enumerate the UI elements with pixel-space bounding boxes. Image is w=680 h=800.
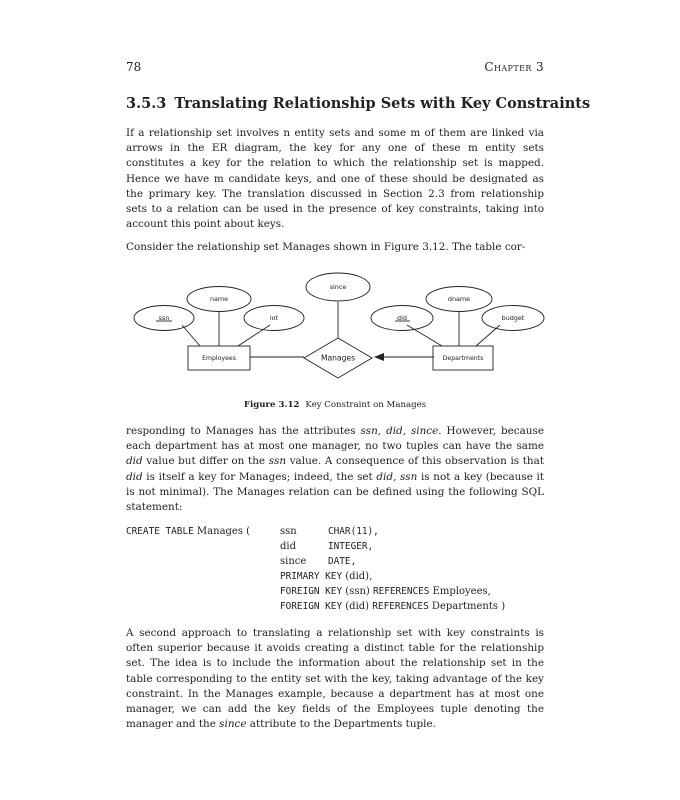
attr-lot-label: lot	[269, 314, 279, 322]
entity-departments-label: Departments	[442, 355, 484, 362]
p4-since: since	[219, 718, 247, 731]
sql-col-ssn-type: CHAR(11),	[328, 526, 379, 537]
sql-col-since-type: DATE,	[328, 556, 357, 567]
p3-text-d: value. A consequence of this observation is that	[286, 455, 544, 468]
sql-col-did-type: INTEGER,	[328, 541, 374, 552]
caption-label: Figure 3.12	[243, 400, 300, 410]
sql-create-keyword: CREATE TABLE	[126, 526, 194, 537]
running-head	[126, 60, 544, 78]
sql-col-did-name: did	[280, 541, 297, 552]
sql-col-ssn-name: ssn	[280, 526, 297, 537]
line-ssn-employees	[182, 325, 200, 346]
paragraph-intro: If a relationship set involves n entity sets and some m of them are linked via arrows in the ER diagram, the key for any one of these m entity sets constitutes a key for the relation to which the relationship set is mapped. Hence we have m candidate keys, and one of these should be designated as the primary key. The translation discussed in Section 2.3 from relationship sets to a relation can be used in the presence of key constraints, taking into account this point about keys.	[126, 127, 544, 231]
attr-since-label: since	[329, 283, 347, 291]
sql-code-block	[126, 524, 556, 616]
sql-primary-key-line	[280, 569, 372, 584]
caption-text: Key Constraint on Manages	[305, 400, 427, 410]
figure-caption	[126, 400, 544, 410]
er-diagram-svg	[120, 272, 560, 390]
p3-did-2: did	[126, 470, 143, 483]
entity-employees-label: Employees	[202, 355, 236, 362]
p3-text-a: responding to Manages has the attributes	[126, 425, 361, 437]
p3-did-1: did	[126, 455, 143, 468]
sql-foreign-key-1-line: FOREIGN KEY (ssn) REFERENCES Employees,	[280, 586, 491, 597]
paragraph-second-approach	[126, 626, 544, 732]
sql-col-since-name: since	[280, 556, 307, 567]
p4-text-a: A second approach to translating a relationship set with key constraints is often superior because it avoids creating a distinct table for the relationship set. The idea is to include the information about the relationship set in the table corresponding to the entity set with the key, taking advantage of the key constraint. In the Manages example, because a department has at most one manager, we can add the key fields of the Employees tuple denoting the manager and the	[126, 627, 544, 731]
p3-did-ssn: did, ssn	[376, 470, 418, 483]
er-diagram	[120, 272, 560, 390]
sql-primary-key-cols: (did),	[345, 571, 373, 582]
attr-dname-label: dname	[447, 295, 471, 303]
sql-line-create	[126, 524, 250, 539]
section-heading	[126, 95, 591, 112]
p3-text-f: is not a key (because it is not minimal). The Manages relation can be defined using the following SQL statement:	[126, 470, 544, 514]
p4-text-b: attribute to the Departments tuple.	[246, 718, 436, 731]
section-title: Translating Relationship Sets with Key Constraints	[174, 95, 591, 112]
attr-did-label: did	[397, 314, 407, 322]
section-number: 3.5.3	[126, 95, 167, 112]
p3-text-c: value but differ on the	[142, 455, 269, 468]
chapter-label: Chapter 3	[484, 60, 544, 74]
paragraph-consider: Consider the relationship set Manages shown in Figure 3.12. The table cor-	[126, 241, 526, 253]
page-number: 78	[126, 60, 142, 74]
line-did-departments	[407, 325, 442, 346]
attr-name-label: name	[209, 295, 229, 303]
p3-text-e: is itself a key for Manages; indeed, the set	[142, 470, 377, 483]
p3-ssn: ssn	[268, 455, 287, 468]
sql-primary-key-keyword: PRIMARY KEY	[280, 571, 343, 582]
sql-foreign-key-2-line: FOREIGN KEY (did) REFERENCES Departments )	[280, 601, 506, 612]
p3-attrs: ssn, did, since.	[360, 425, 442, 437]
attr-budget-label: budget	[501, 314, 525, 322]
paragraph-manages-attributes	[126, 424, 544, 515]
attr-ssn-label: ssn	[158, 314, 170, 322]
p3-text-b: However, because each department has at most one manager, no two tuples can have the same	[126, 425, 544, 453]
relationship-manages-label: Manages	[320, 353, 356, 363]
sql-table-name: Manages (	[196, 526, 251, 537]
line-lot-employees	[238, 325, 270, 346]
